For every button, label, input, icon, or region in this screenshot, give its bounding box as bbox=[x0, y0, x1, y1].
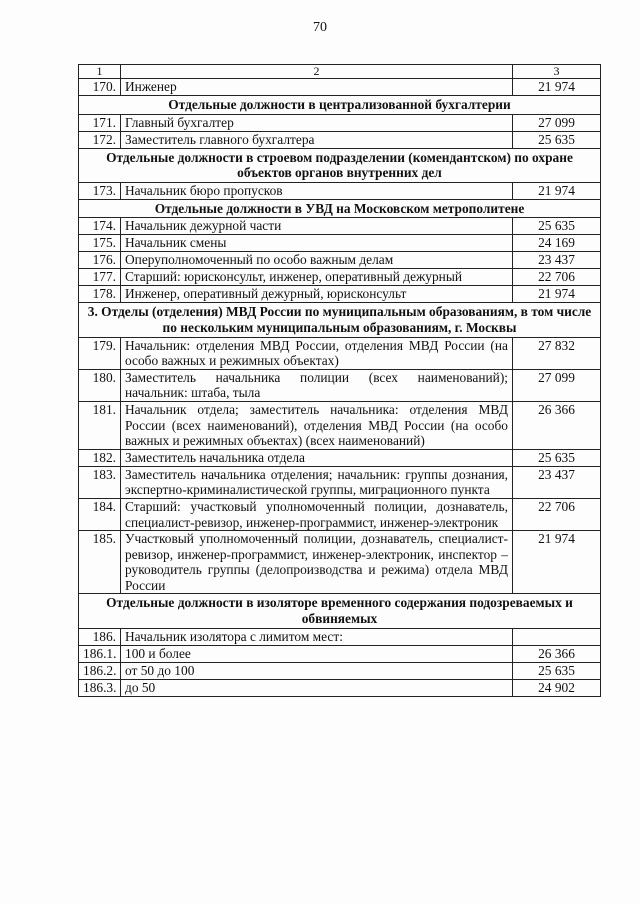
row-position: Заместитель начальника полиции (всех наименований); начальник: штаба, тыла bbox=[121, 369, 513, 401]
section-heading-row bbox=[79, 96, 601, 115]
row-position: Заместитель начальника отдела bbox=[121, 449, 513, 466]
row-position: Начальник отдела; заместитель начальника: отделения МВД России (всех наименований), отделения МВД России (на особо важных и режимных объектах) (всех наименований) bbox=[121, 401, 513, 449]
row-position: Заместитель начальника отделения; начальник: группы дознания, экспертно-криминалистической группы, миграционного пункта bbox=[121, 466, 513, 498]
table-row bbox=[79, 235, 601, 252]
row-number: 181. bbox=[79, 401, 121, 449]
table-row bbox=[79, 252, 601, 269]
table-row bbox=[79, 218, 601, 235]
row-number: 182. bbox=[79, 449, 121, 466]
table-row bbox=[79, 466, 601, 498]
row-salary: 25 635 bbox=[513, 131, 601, 148]
row-position: Старший: участковый уполномоченный полиции, дознаватель, специалист-ревизор, инженер-программист, инженер-электроник bbox=[121, 498, 513, 530]
table-row bbox=[79, 182, 601, 199]
row-number: 179. bbox=[79, 337, 121, 369]
row-salary: 21 974 bbox=[513, 286, 601, 303]
table-row bbox=[79, 628, 601, 645]
row-position: Заместитель главного бухгалтера bbox=[121, 131, 513, 148]
row-salary: 27 832 bbox=[513, 337, 601, 369]
row-number: 185. bbox=[79, 531, 121, 594]
row-position: Инженер bbox=[121, 79, 513, 96]
section-heading-row bbox=[79, 148, 601, 182]
row-number: 177. bbox=[79, 269, 121, 286]
row-number: 183. bbox=[79, 466, 121, 498]
row-salary: 25 635 bbox=[513, 218, 601, 235]
row-position: Оперуполномоченный по особо важным делам bbox=[121, 252, 513, 269]
row-salary: 21 974 bbox=[513, 531, 601, 594]
section-heading: 3. Отделы (отделения) МВД России по муниципальным образованиям, в том числе по нескольким муниципальным образованиям, г. Москвы bbox=[79, 303, 601, 337]
row-number: 172. bbox=[79, 131, 121, 148]
row-position: до 50 bbox=[121, 679, 513, 696]
section-heading: Отдельные должности в УВД на Московском метрополитене bbox=[79, 199, 601, 218]
row-number: 180. bbox=[79, 369, 121, 401]
row-number: 175. bbox=[79, 235, 121, 252]
section-heading: Отдельные должности в строевом подразделении (комендантском) по охране объектов органов внутренних дел bbox=[79, 148, 601, 182]
row-salary: 22 706 bbox=[513, 498, 601, 530]
row-salary: 25 635 bbox=[513, 662, 601, 679]
row-number: 184. bbox=[79, 498, 121, 530]
table-row bbox=[79, 79, 601, 96]
row-number: 186.1. bbox=[79, 645, 121, 662]
header-col-3: 3 bbox=[513, 65, 601, 79]
row-number: 176. bbox=[79, 252, 121, 269]
row-position: Главный бухгалтер bbox=[121, 114, 513, 131]
table-row bbox=[79, 662, 601, 679]
row-position: Начальник смены bbox=[121, 235, 513, 252]
header-col-1: 1 bbox=[79, 65, 121, 79]
row-position: Начальник изолятора с лимитом мест: bbox=[121, 628, 513, 645]
row-salary: 27 099 bbox=[513, 369, 601, 401]
table-row bbox=[79, 269, 601, 286]
table-row bbox=[79, 679, 601, 696]
row-salary: 26 366 bbox=[513, 645, 601, 662]
row-position: Старший: юрисконсульт, инженер, оперативный дежурный bbox=[121, 269, 513, 286]
row-salary: 21 974 bbox=[513, 182, 601, 199]
table-row bbox=[79, 645, 601, 662]
row-position: Инженер, оперативный дежурный, юрисконсульт bbox=[121, 286, 513, 303]
row-position: Начальник: отделения МВД России, отделения МВД России (на особо важных и режимных объектах) bbox=[121, 337, 513, 369]
table-header-row bbox=[79, 65, 601, 79]
row-number: 174. bbox=[79, 218, 121, 235]
page-number: 70 bbox=[313, 20, 327, 35]
row-salary bbox=[513, 628, 601, 645]
row-salary: 24 902 bbox=[513, 679, 601, 696]
row-position: Начальник дежурной части bbox=[121, 218, 513, 235]
row-salary: 23 437 bbox=[513, 252, 601, 269]
row-salary: 23 437 bbox=[513, 466, 601, 498]
row-salary: 25 635 bbox=[513, 449, 601, 466]
row-position: 100 и более bbox=[121, 645, 513, 662]
table-row bbox=[79, 531, 601, 594]
row-salary: 21 974 bbox=[513, 79, 601, 96]
row-number: 171. bbox=[79, 114, 121, 131]
row-salary: 26 366 bbox=[513, 401, 601, 449]
section-heading-row bbox=[79, 594, 601, 628]
table-row bbox=[79, 286, 601, 303]
row-position: от 50 до 100 bbox=[121, 662, 513, 679]
header-col-2: 2 bbox=[121, 65, 513, 79]
row-number: 186.2. bbox=[79, 662, 121, 679]
table-row bbox=[79, 337, 601, 369]
table-row bbox=[79, 449, 601, 466]
salary-table-body bbox=[79, 65, 601, 697]
row-number: 173. bbox=[79, 182, 121, 199]
table-row bbox=[79, 401, 601, 449]
row-salary: 24 169 bbox=[513, 235, 601, 252]
table-row bbox=[79, 498, 601, 530]
row-position: Начальник бюро пропусков bbox=[121, 182, 513, 199]
row-number: 170. bbox=[79, 79, 121, 96]
table-row bbox=[79, 369, 601, 401]
row-salary: 27 099 bbox=[513, 114, 601, 131]
row-position: Участковый уполномоченный полиции, дознаватель, специалист-ревизор, инженер-программист, инженер-электроник, инспектор – руководитель группы (делопроизводства и режима) отдела МВД России bbox=[121, 531, 513, 594]
section-heading-row bbox=[79, 199, 601, 218]
row-number: 178. bbox=[79, 286, 121, 303]
row-salary: 22 706 bbox=[513, 269, 601, 286]
section-heading-row bbox=[79, 303, 601, 337]
row-number: 186.3. bbox=[79, 679, 121, 696]
salary-table bbox=[78, 64, 601, 697]
table-row bbox=[79, 114, 601, 131]
section-heading: Отдельные должности в централизованной бухгалтерии bbox=[79, 96, 601, 115]
section-heading: Отдельные должности в изоляторе временного содержания подозреваемых и обвиняемых bbox=[79, 594, 601, 628]
row-number: 186. bbox=[79, 628, 121, 645]
table-row bbox=[79, 131, 601, 148]
